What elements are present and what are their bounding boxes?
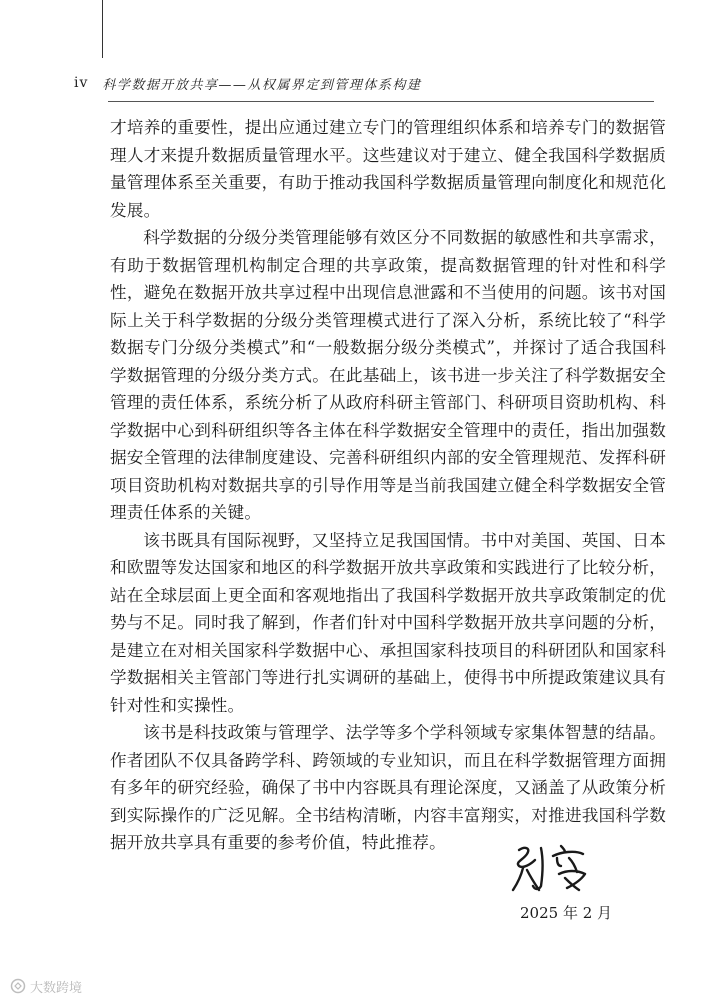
signature-date: 2025 年 2 月 <box>520 904 613 922</box>
watermark-text: 大数跨境 <box>30 980 83 996</box>
watermark-logo-icon <box>10 978 26 994</box>
watermark <box>10 976 82 996</box>
running-title: 科学数据开放共享——从权属界定到管理体系构建 <box>102 77 422 93</box>
paragraph: 该书既具有国际视野，又坚持立足我国国情。书中对美国、英国、日本和欧盟等发达国家和地区的科学数据开放共享政策和实践进行了比较分析，站在全球层面上更全面和客观地指出了我国科学数据开放共享政策制定的优势与不足。同时我了解到，作者们针对中国科学数据开放共享问题的分析，是建立在对相关国家科学数据中心、承担国家科技项目的科研团队和国家科学数据相关主管部门等进行扎实调研的基础上，使得书中所提政策建议具有针对性和实操性。 <box>110 530 666 715</box>
gutter-line <box>102 0 103 58</box>
paragraph: 才培养的重要性，提出应通过建立专门的管理组织体系和培养专门的数据管理人才来提升数据质量管理水平。这些建议对于建立、健全我国科学数据质量管理体系至关重要，有助于推动我国科学数据质量管理向制度化和规范化发展。 <box>110 118 666 220</box>
body-text <box>110 114 666 857</box>
paragraph: 该书是科技政策与管理学、法学等多个学科领域专家集体智慧的结晶。作者团队不仅具备跨学科、跨领域的专业知识，而且在科学数据管理方面拥有多年的研究经验，确保了书中内容既具有理论深度，又涵盖了从政策分析到实际操作的广泛见解。全书结构清晰，内容丰富翔实，对推进我国科学数据开放共享具有重要的参考价值，特此推荐。 <box>110 723 666 852</box>
paragraph: 科学数据的分级分类管理能够有效区分不同数据的敏感性和共享需求，有助于数据管理机构制定合理的共享政策，提高数据管理的针对性和科学性，避免在数据开放共享过程中出现信息泄露和不当使用的问题。该书对国际上关于科学数据的分级分类管理模式进行了深入分析，系统比较了“科学数据专门分级分类模式”和“一般数据分级分类模式”，并探讨了适合我国科学数据管理的分级分类方式。在此基础上，该书进一步关注了科学数据安全管理的责任体系，系统分析了从政府科研主管部门、科研项目资助机构、科学数据中心到科研组织等各主体在科学数据安全管理中的责任，指出加强数据安全管理的法律制度建设、完善科研组织内部的安全管理规范、发挥科研项目资助机构对数据共享的引导作用等是当前我国建立健全科学数据安全管理责任体系的关键。 <box>110 228 666 522</box>
handwritten-signature <box>505 838 605 898</box>
page-number: iv <box>74 75 89 91</box>
header-rule <box>108 101 654 102</box>
running-head <box>74 72 654 94</box>
